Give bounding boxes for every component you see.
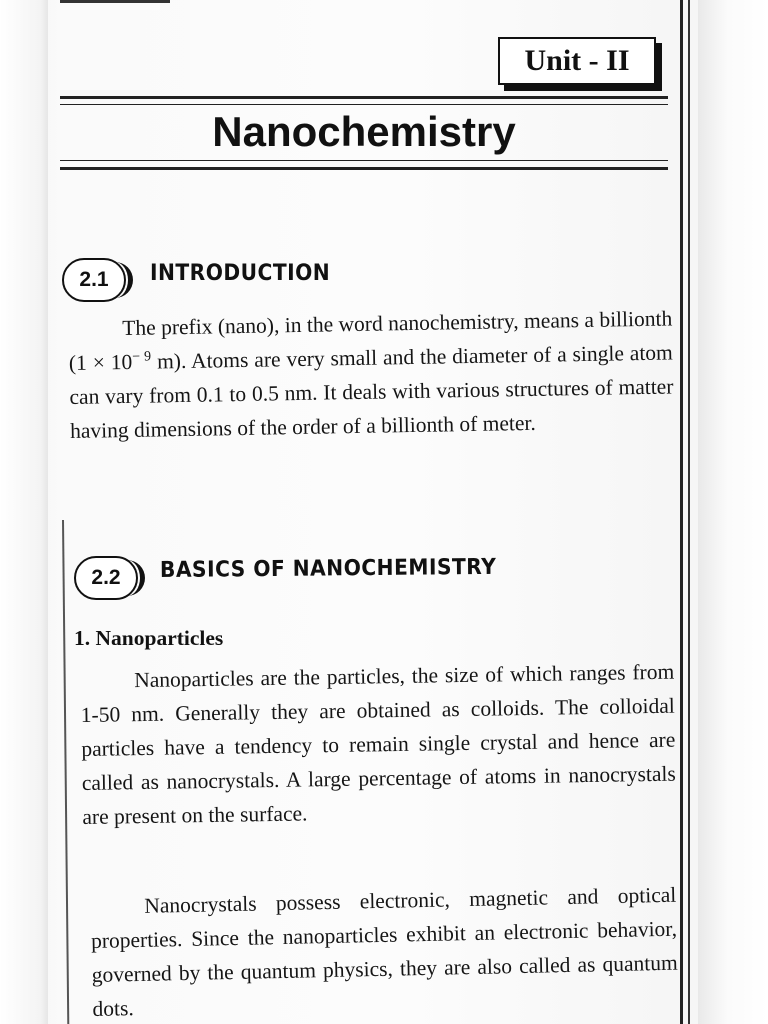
- chapter-title: Nanochemistry: [212, 108, 516, 155]
- subsection-heading: 1. Nanoparticles: [74, 626, 224, 650]
- section-title: BASICS OF NANOCHEMISTRY: [159, 554, 497, 583]
- page-shadow-left: [0, 0, 48, 1024]
- page-border-right-inner: [688, 0, 690, 1024]
- section-title: INTRODUCTION: [150, 261, 331, 286]
- intro-text-exponent: − 9: [132, 349, 152, 365]
- intro-text-post: m). Atoms are very small and the diameter of a single atom can vary from 0.1 to 0.5 nm. It deals with various structures of matter having dimensions of the order of a billionth of meter.: [69, 340, 674, 443]
- unit-label: Unit - II: [524, 44, 630, 77]
- page-shadow-right: [698, 0, 768, 1024]
- section-number: 2.1: [79, 268, 109, 291]
- section-number-badge: [74, 556, 138, 600]
- page-border-right: [680, 0, 683, 1024]
- section-number: 2.2: [91, 566, 121, 589]
- top-rule: [60, 0, 170, 3]
- title-rule-top-1: [60, 96, 668, 99]
- section-number-badge: [62, 258, 126, 302]
- unit-label-box: [498, 37, 656, 85]
- title-rule-bottom-1: [60, 160, 668, 161]
- title-rule-bottom-2: [60, 167, 668, 170]
- nanocrystals-paragraph: Nanocrystals possess electronic, magnetic and optical properties. Since the nanoparticles exhibit an electronic behavior, governed by the quantum physics, they are also called as quantum dots.: [90, 882, 678, 1021]
- intro-text-pre: The prefix (nano), in the word nanochemistry, means a billionth (1 × 10: [68, 306, 673, 375]
- nanoparticles-paragraph: Nanoparticles are the particles, the size of which ranges from 1-50 nm. Generally they are obtained as colloids. The colloidal particles have a tendency to remain single crystal and hence are called as nanocrystals. A large percentage of atoms in nanocrystals are present on the surface.: [80, 659, 676, 829]
- intro-paragraph: [68, 301, 674, 448]
- title-rule-top-2: [60, 104, 668, 105]
- page-border-left: [62, 520, 69, 1024]
